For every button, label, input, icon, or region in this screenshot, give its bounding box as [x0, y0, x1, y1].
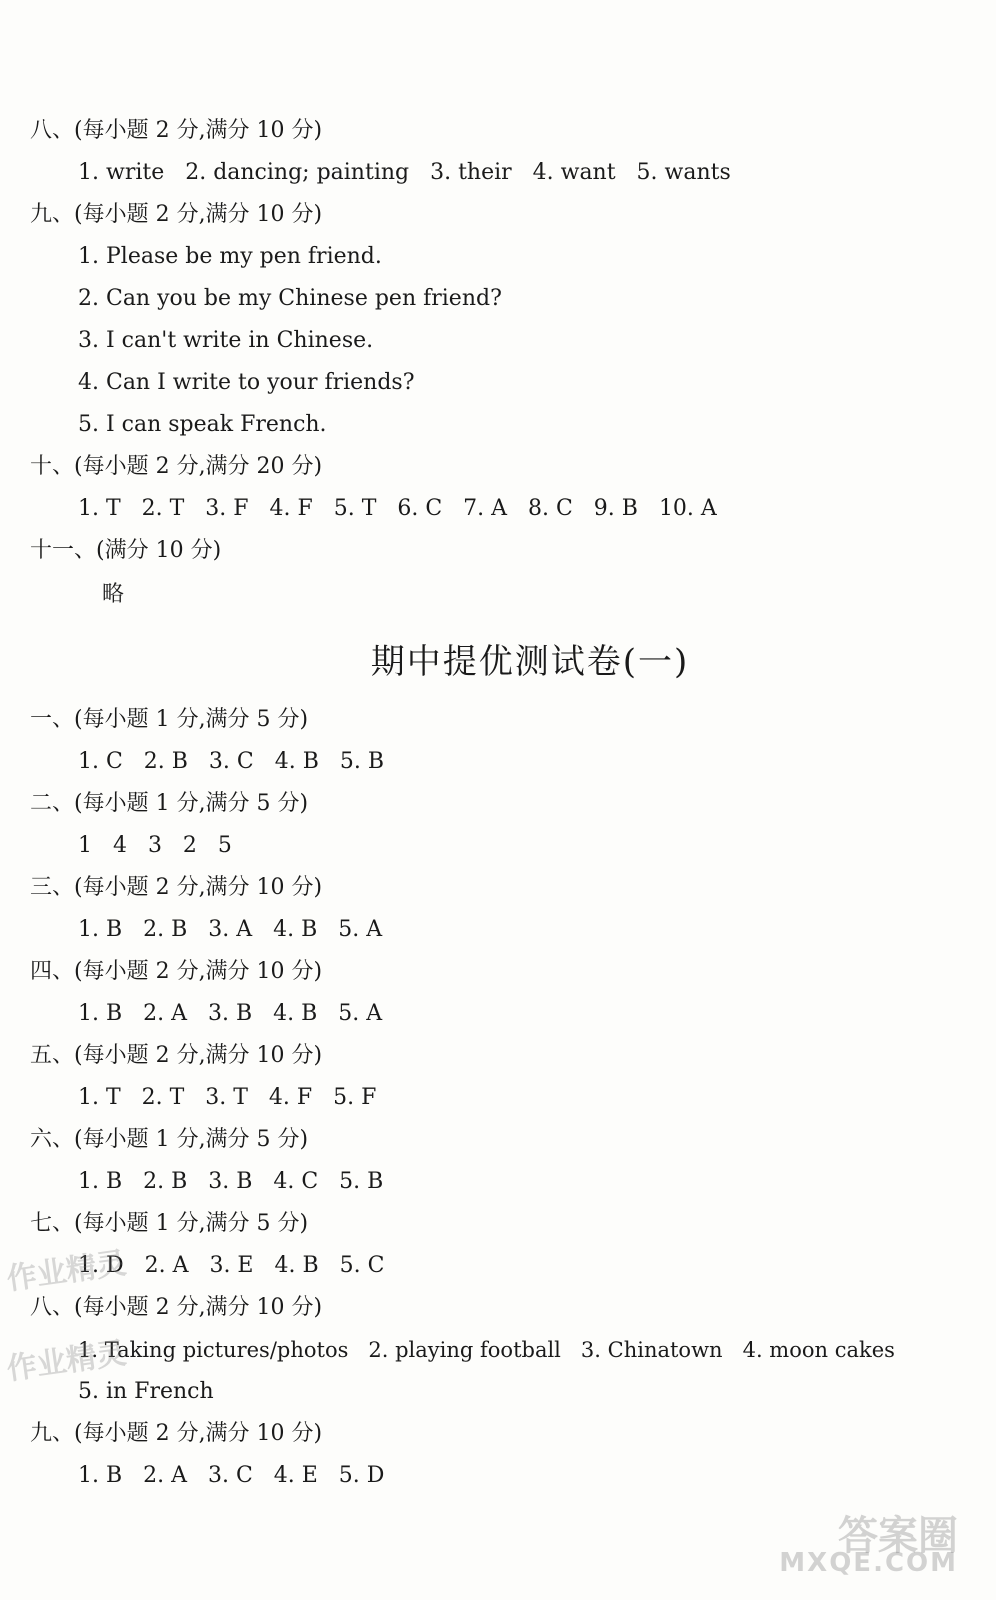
section-heading: 七、(每小题 1 分,满分 5 分)	[30, 1211, 309, 1236]
section-heading: 六、(每小题 1 分,满分 5 分)	[30, 1127, 309, 1152]
answer-line: 1. Please be my pen friend.	[78, 244, 382, 269]
section-heading: 十、(每小题 2 分,满分 20 分)	[30, 454, 323, 479]
answer-line: 1 4 3 2 5	[78, 833, 232, 858]
watermark-text: 作业精灵	[4, 1335, 129, 1388]
answer-line: 1. C 2. B 3. C 4. B 5. B	[78, 749, 385, 774]
exam-title: 期中提优测试卷(一)	[370, 642, 690, 682]
answer-line: 4. Can I write to your friends?	[78, 370, 415, 395]
answer-line: 5. in French	[78, 1379, 214, 1404]
section-heading: 九、(每小题 2 分,满分 10 分)	[30, 1421, 323, 1446]
answer-line: 1. write 2. dancing; painting 3. their 4. want 5. wants	[78, 160, 731, 185]
section-heading: 九、(每小题 2 分,满分 10 分)	[30, 202, 323, 227]
answer-line: 2. Can you be my Chinese pen friend?	[78, 286, 502, 311]
section-heading: 二、(每小题 1 分,满分 5 分)	[30, 791, 309, 816]
answer-line: 1. D 2. A 3. E 4. B 5. C	[78, 1253, 385, 1278]
section-heading: 四、(每小题 2 分,满分 10 分)	[30, 959, 323, 984]
answer-line: 1. T 2. T 3. F 4. F 5. T 6. C 7. A 8. C 9. B 10. A	[78, 496, 717, 521]
answer-line: 5. I can speak French.	[78, 412, 327, 437]
section-heading: 十一、(满分 10 分)	[30, 538, 222, 563]
answer-line: 3. I can't write in Chinese.	[78, 328, 374, 353]
section-heading: 三、(每小题 2 分,满分 10 分)	[30, 875, 323, 900]
answer-line: 1. Taking pictures/photos 2. playing football 3. Chinatown 4. moon cakes	[78, 1338, 895, 1362]
watermark-logo: 答案圈	[838, 1513, 958, 1559]
answer-line: 1. B 2. A 3. C 4. E 5. D	[78, 1463, 385, 1488]
answer-line: 1. T 2. T 3. T 4. F 5. F	[78, 1085, 377, 1110]
section-heading: 八、(每小题 2 分,满分 10 分)	[30, 1295, 323, 1320]
section-heading: 一、(每小题 1 分,满分 5 分)	[30, 707, 309, 732]
watermark-url: MXQE.COM	[779, 1548, 958, 1578]
answer-line: 1. B 2. B 3. B 4. C 5. B	[78, 1169, 384, 1194]
answer-line: 1. B 2. A 3. B 4. B 5. A	[78, 1001, 383, 1026]
answer-line: 略	[102, 582, 125, 607]
answer-line: 1. B 2. B 3. A 4. B 5. A	[78, 917, 383, 942]
section-heading: 八、(每小题 2 分,满分 10 分)	[30, 118, 323, 143]
watermark-text: 作业精灵	[4, 1245, 129, 1298]
section-heading: 五、(每小题 2 分,满分 10 分)	[30, 1043, 323, 1068]
